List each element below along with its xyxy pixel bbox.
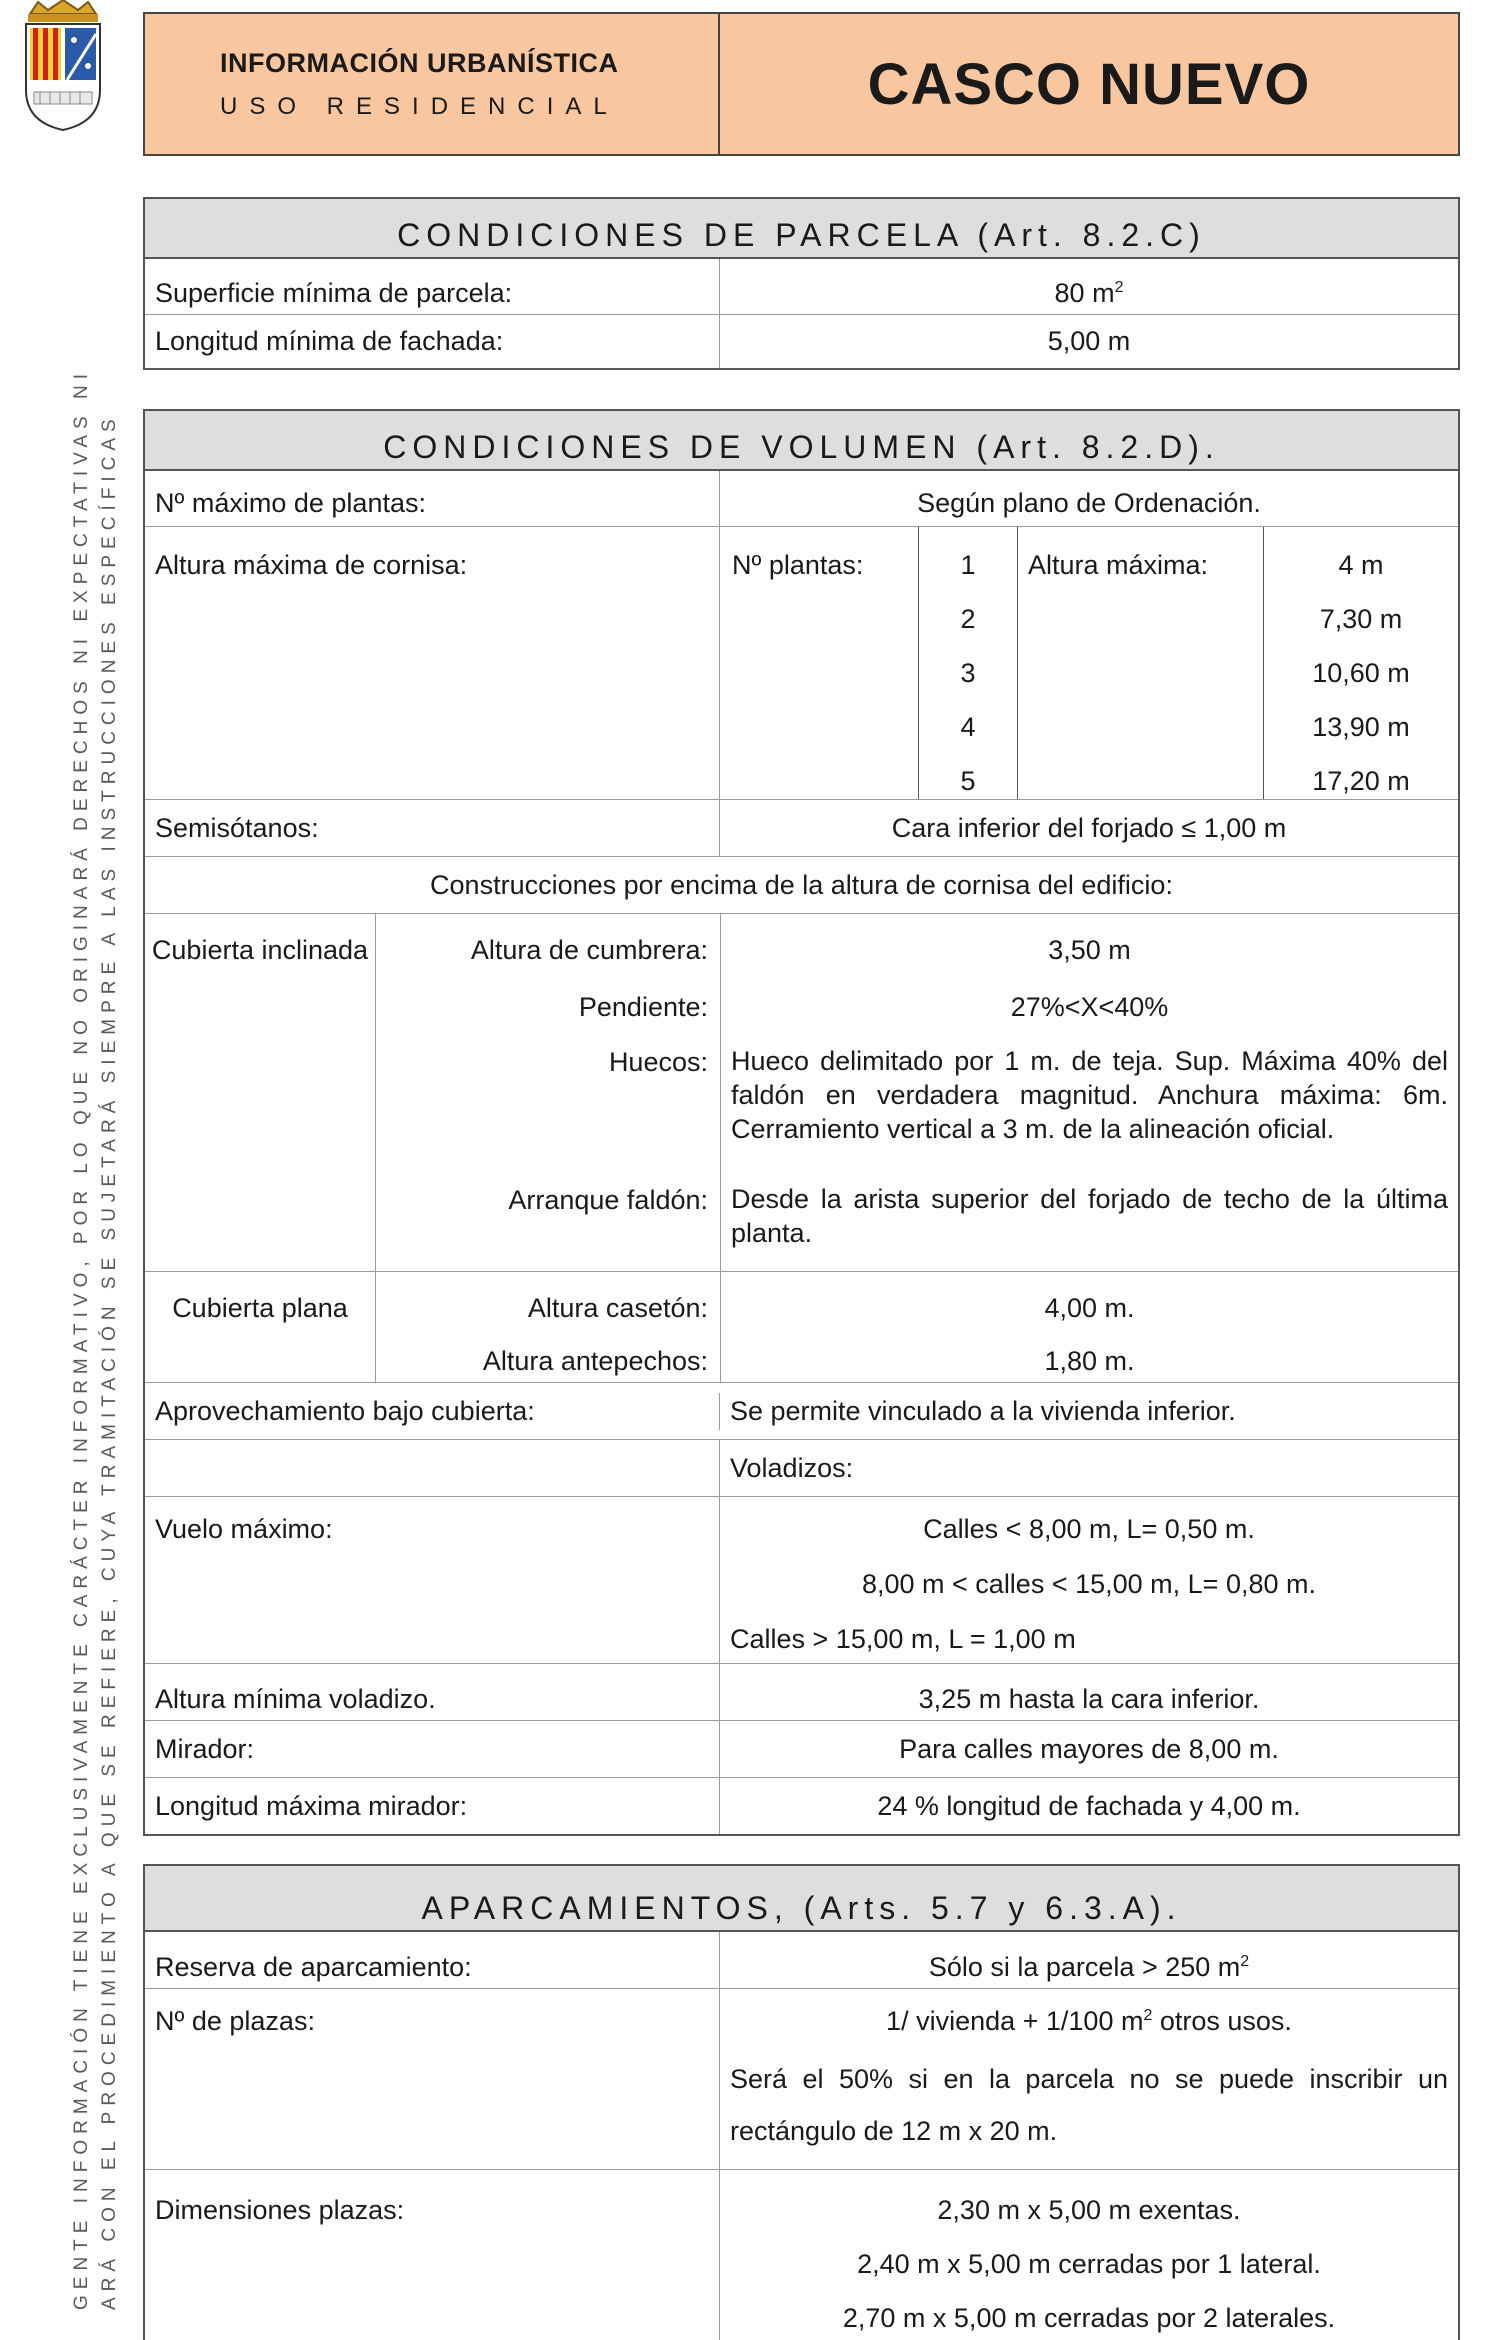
- alt-vol-label: Altura mínima voladizo.: [145, 1664, 720, 1720]
- altura-3: 10,60 m: [1312, 658, 1410, 688]
- plazas-1exp: 2: [1143, 2007, 1153, 2024]
- caseton-label: Altura casetón:: [527, 1293, 708, 1323]
- reserva-label: Reserva de aparcamiento:: [145, 1932, 720, 1988]
- reserva-value: [720, 1949, 1458, 1988]
- long-mir-label: Longitud máxima mirador:: [145, 1778, 720, 1834]
- planta-1: 1: [960, 550, 976, 580]
- plazas-1b: otros usos.: [1152, 2006, 1292, 2036]
- aparcamientos-table: [143, 1864, 1460, 2340]
- altura-5: 17,20 m: [1312, 766, 1410, 796]
- side-disclaimer-line1: GENTE INFORMACIÓN TIENE EXCLUSIVAMENTE CARÁCTER INFORMATIVO, POR LO QUE NO ORIGINARÁ DERECHOS NI EXPECTATIVAS NI: [71, 368, 92, 2310]
- inclinada-label: Cubierta inclinada: [145, 914, 376, 1271]
- plantas-label: Nº máximo de plantas:: [145, 471, 720, 526]
- mirador-label: Mirador:: [145, 1721, 720, 1777]
- antepechos-label: Altura antepechos:: [482, 1346, 708, 1376]
- table-row: [145, 800, 1458, 857]
- page-title: CASCO NUEVO: [867, 51, 1311, 117]
- alturas-column: [1264, 527, 1458, 799]
- volumen-table: [143, 409, 1460, 1836]
- semi-value: Cara inferior del forjado ≤ 1,00 m: [891, 812, 1287, 843]
- table-row: [145, 1989, 1458, 2170]
- cumbrera-value: 3,50 m: [1048, 935, 1131, 965]
- cumbrera-label: Altura de cumbrera:: [470, 935, 708, 965]
- vuelo-values: [720, 1497, 1458, 1663]
- altura-2: 7,30 m: [1319, 604, 1403, 634]
- sup-exp: 2: [1114, 279, 1124, 296]
- table-row: [145, 315, 1458, 368]
- header-info-title: INFORMACIÓN URBANÍSTICA: [220, 47, 619, 78]
- table-row: [145, 1778, 1458, 1834]
- dim-1: 2,30 m x 5,00 m exentas.: [937, 2195, 1241, 2225]
- planta-5: 5: [960, 766, 976, 796]
- dim-3: 2,70 m x 5,00 m cerradas por 2 laterales.: [842, 2303, 1336, 2333]
- table-row: [145, 914, 1458, 1272]
- side-disclaimer-line2: ARÁ CON EL PROCEDIMIENTO A QUE SE REFIERE, CUYA TRAMITACIÓN SE SUJETARÁ SIEMPRE A LAS INSTRUCCIONES ESPECÍFICAS: [99, 413, 120, 2310]
- constr-label: Construcciones por encima de la altura de cornisa del edificio:: [430, 869, 1173, 900]
- mirador-value: Para calles mayores de 8,00 m.: [899, 1733, 1279, 1764]
- plantas-value: Según plano de Ordenación.: [917, 488, 1261, 518]
- plana-labels: [376, 1272, 721, 1382]
- vuelo-2: 8,00 m < calles < 15,00 m, L= 0,80 m.: [861, 1569, 1316, 1599]
- table-row: [145, 1383, 1458, 1440]
- alt-vol-value: 3,25 m hasta la cara inferior.: [918, 1684, 1260, 1714]
- plazas-1a: 1/ vivienda + 1/100 m: [886, 2006, 1144, 2036]
- long-value: 5,00 m: [1047, 326, 1131, 356]
- parcela-title: CONDICIONES DE PARCELA (Art. 8.2.C): [145, 199, 1458, 259]
- plana-values: [721, 1272, 1458, 1382]
- table-row: [145, 527, 1458, 800]
- planta-2: 2: [960, 604, 976, 634]
- voladizos-label: Voladizos:: [730, 1452, 854, 1483]
- np-label: Nº plantas:: [732, 550, 864, 580]
- long-label: Longitud mínima de fachada:: [145, 315, 720, 368]
- page-header: [143, 12, 1460, 156]
- table-row: [145, 1932, 1458, 1989]
- side-disclaimer: [68, 190, 124, 2310]
- inclinada-values: [721, 914, 1458, 1271]
- reserva-exp: 2: [1240, 1953, 1250, 1970]
- parcela-table: [143, 197, 1460, 370]
- altura-4: 13,90 m: [1312, 712, 1410, 742]
- arranque-value: Desde la arista superior del forjado de techo de la última planta.: [731, 1184, 1448, 1248]
- table-row: [145, 1721, 1458, 1778]
- table-row: [145, 1664, 1458, 1721]
- voladizos-spacer: [145, 1440, 720, 1496]
- header-use: USO RESIDENCIAL: [220, 92, 619, 120]
- sup-value: [720, 275, 1458, 314]
- table-row: [145, 471, 1458, 527]
- dim-2: 2,40 m x 5,00 m cerradas por 1 lateral.: [857, 2249, 1321, 2279]
- table-row: [145, 1272, 1458, 1383]
- inclinada-labels: [376, 914, 721, 1271]
- plazas-1: [720, 1989, 1458, 2043]
- altura-1: 4 m: [1338, 550, 1384, 580]
- plazas-values: [720, 1989, 1458, 2169]
- volumen-title: CONDICIONES DE VOLUMEN (Art. 8.2.D).: [145, 411, 1458, 471]
- table-row: [145, 259, 1458, 315]
- antepechos-value: 1,80 m.: [1044, 1346, 1135, 1376]
- reserva-value-text: Sólo si la parcela > 250 m: [928, 1952, 1241, 1982]
- pendiente-value: 27%<X<40%: [1010, 992, 1169, 1022]
- cornisa-label: Altura máxima de cornisa:: [145, 527, 720, 799]
- sup-label: Superficie mínima de parcela:: [145, 259, 720, 314]
- plana-label: Cubierta plana: [145, 1272, 376, 1382]
- cornisa-grid: [720, 527, 1458, 799]
- vuelo-label: Vuelo máximo:: [145, 1497, 720, 1663]
- planta-3: 3: [960, 658, 976, 688]
- aparcamientos-title: APARCAMIENTOS, (Arts. 5.7 y 6.3.A).: [145, 1866, 1458, 1932]
- long-mir-value: 24 % longitud de fachada y 4,00 m.: [877, 1790, 1301, 1821]
- plazas-2: Será el 50% si en la parcela no se puede inscribir un rectángulo de 12 m x 20 m.: [730, 2064, 1448, 2146]
- table-row: [145, 2170, 1458, 2340]
- vuelo-1: Calles < 8,00 m, L= 0,50 m.: [923, 1514, 1255, 1544]
- dim-values: [720, 2170, 1458, 2340]
- pendiente-label: Pendiente:: [578, 992, 708, 1022]
- huecos-value: Hueco delimitado por 1 m. de teja. Sup. Máxima 40% del faldón en verdadera magnitud. Anchura máxima: 6m. Cerramiento vertical a 3 m. de la alineación oficial.: [731, 1046, 1448, 1144]
- aprov-value: Se permite vinculado a la vivienda inferior.: [730, 1395, 1236, 1426]
- aprov-label: Aprovechamiento bajo cubierta:: [145, 1393, 720, 1430]
- table-row: [145, 1497, 1458, 1664]
- municipal-crest-icon: [18, 0, 108, 132]
- dim-label: Dimensiones plazas:: [145, 2170, 720, 2340]
- caseton-value: 4,00 m.: [1044, 1293, 1135, 1323]
- am-label: Altura máxima:: [1018, 527, 1264, 799]
- huecos-label: Huecos:: [608, 1047, 708, 1077]
- plazas-label: Nº de plazas:: [145, 1989, 720, 2169]
- arranque-label: Arranque faldón:: [508, 1185, 708, 1215]
- table-row: [145, 1440, 1458, 1497]
- plantas-column: [918, 527, 1018, 799]
- semi-label: Semisótanos:: [145, 800, 720, 856]
- vuelo-3: Calles > 15,00 m, L = 1,00 m: [730, 1624, 1076, 1654]
- sup-value-text: 80 m: [1054, 278, 1115, 308]
- table-row: [145, 857, 1458, 914]
- planta-4: 4: [960, 712, 976, 742]
